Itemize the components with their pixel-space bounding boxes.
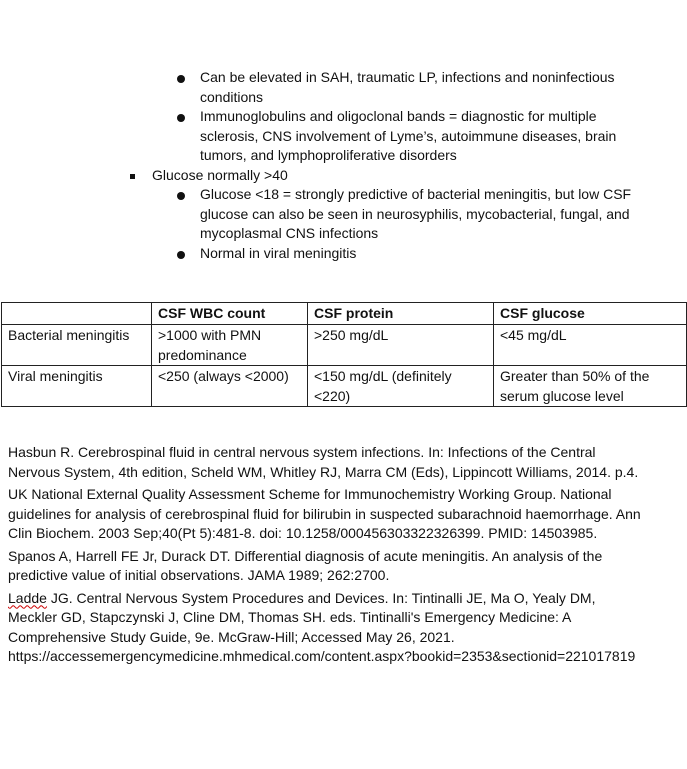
- reference-ladde-text: JG. Central Nervous System Procedures and Devices. In: Tintinalli JE, Ma O, Yealy DM, Meckler GD, Stapczynski J, Cline DM, Thomas SH. eds. Tintinalli's Emergency Medicine: A Comprehensive Study Guide, 9e. McGraw-Hill; Accessed May 26, 2021. https://accessemergencymedicine.mhmedical.com/content.aspx?bookid=2353&sectionid=221017819: [8, 589, 636, 664]
- list-item-text: Glucose <18 = strongly predictive of bacterial meningitis, but low CSF glucose can also be seen in neurosyphilis, mycobacterial, fungal, and mycoplasmal CNS infections: [200, 186, 632, 241]
- references-section: [8, 443, 648, 670]
- table-cell: Bacterial meningitis: [2, 325, 152, 366]
- table-cell: >250 mg/dL: [308, 325, 494, 366]
- bullet-dot-icon: [177, 114, 185, 122]
- table-header-cell: [2, 303, 152, 325]
- table-cell: <45 mg/dL: [494, 325, 687, 366]
- table-cell: >1000 with PMN predominance: [152, 325, 308, 366]
- list-item-text: Normal in viral meningitis: [200, 244, 357, 261]
- reference-spanos: Spanos A, Harrell FE Jr, Durack DT. Differential diagnosis of acute meningitis. An analysis of the predictive value of initial observations. JAMA 1989; 262:2700.: [8, 547, 603, 583]
- bullet-dot-icon: [177, 192, 185, 200]
- table-cell: Greater than 50% of the serum glucose level: [494, 366, 687, 407]
- table-header-cell: CSF WBC count: [152, 303, 308, 325]
- list-item-text: Glucose normally >40: [152, 166, 288, 183]
- bullet-dot-icon: [177, 251, 185, 259]
- table-row: [2, 325, 687, 366]
- bullet-list: [0, 68, 687, 263]
- spellcheck-flagged-word: Ladde: [8, 589, 47, 606]
- list-item-text: Immunoglobulins and oligoclonal bands = diagnostic for multiple sclerosis, CNS involvement of Lyme’s, autoimmune diseases, brain tumors, and lymphoproliferative disorders: [200, 108, 617, 163]
- list-item: [200, 68, 640, 107]
- reference-hasbun: Hasbun R. Cerebrospinal fluid in central nervous system infections. In: Infections of the Central Nervous System, 4th edition, Scheld WM, Whitley RJ, Marra CM (Eds), Lippincott Williams, 2014. p.4.: [8, 444, 639, 480]
- list-item: [152, 166, 632, 186]
- table-header-cell: CSF protein: [308, 303, 494, 325]
- reference-uk-neqas: UK National External Quality Assessment Scheme for Immunochemistry Working Group. National guidelines for analysis of cerebrospinal fluid for bilirubin in suspected subarachnoid haemorrhage. Ann Clin Biochem. 2003 Sep;40(Pt 5):481-8. doi: 10.1258/000456303322326399. PMID: 14503985.: [8, 486, 641, 541]
- table-row: [2, 366, 687, 407]
- bullet-dot-icon: [177, 75, 185, 83]
- table-cell: <150 mg/dL (definitely <220): [308, 366, 494, 407]
- csf-comparison-table: [1, 302, 687, 407]
- list-item: [200, 244, 640, 264]
- list-item: [200, 107, 640, 166]
- list-item: [200, 185, 640, 244]
- reference-ladde: [8, 589, 648, 667]
- table-cell: Viral meningitis: [2, 366, 152, 407]
- table-cell: <250 (always <2000): [152, 366, 308, 407]
- table-header-row: [2, 303, 687, 325]
- list-item-text: Can be elevated in SAH, traumatic LP, infections and noninfectious conditions: [200, 69, 615, 105]
- table-header-cell: CSF glucose: [494, 303, 687, 325]
- bullet-square-icon: [130, 174, 135, 179]
